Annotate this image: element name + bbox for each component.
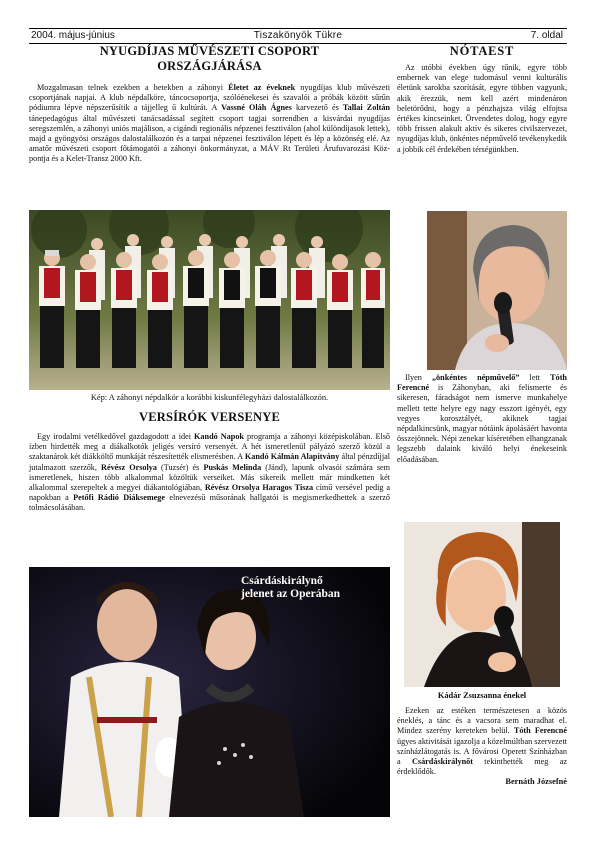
right-column — [397, 44, 567, 155]
article2-paragraph — [29, 432, 390, 514]
person-name: Tóth Ferencné — [397, 373, 567, 393]
text-run: (Tuzsér) és — [156, 462, 204, 472]
text-run: is Záhonyban, aki felismerte és sikeresen, fáradságot nem ismerve munkahelye mellett tette helyre egy nagy esszort igényét, egy vegyes korosztályét, akiknek tagjai népdalkincsünk, magyar nótáink ápolásáért havonta összejönnek. Népi zenekar kíséretében elhangzanak legszebb dalaink kiváló helyi énekeseink előadásában. — [397, 383, 567, 464]
text-run: (Jánd), lapunk olvasói számára sem ismeretlenek, hiszen több alkalommal közöltük verseiket. Más sikereik mellett már mindketten két alkalommal szerepeltek a megyei diákantológiában, — [29, 462, 391, 493]
article1-title-line1: NYUGDÍJAS MŰVÉSZETI CSOPORT — [99, 44, 320, 58]
article1-body — [29, 83, 390, 165]
text-run: programja a záhonyi középiskolában. Első ízben hirdették meg a diákalkotók jeligés versíró versenyét. A hét ismeretlenül pályázó szerző közül a szaktanárok két diákköltő munkáját részesítették elismerésben. A — [29, 432, 391, 462]
person-name: Tallai Zoltán — [342, 103, 390, 113]
text-run: Egy irodalmi vetélkedővel gazdagodott a idei — [37, 432, 195, 441]
person-name: Vassné Oláh Ágnes — [221, 103, 292, 113]
article1-title-line2: ORSZÁGJÁRÁSA — [157, 59, 262, 73]
article3-body2 — [397, 373, 567, 465]
singer-photo-2-caption: Kádár Zsuzsanna énekel — [437, 691, 527, 700]
text-run: nyugdíjas klub művészeti csoportjának napjai. A klub népdalköre, táncocsoportja, szólóénekesei és szavalói a próbák között sűrűn pódiumra lépve népszerűsítik a tájjelleg ű kultúrát. A — [29, 83, 390, 113]
person-name: Révész Orsolya — [101, 462, 157, 472]
choir-photo-caption: Kép: A záhonyi népdalkör a korábbi kiskunfélegyházi dalostalálkozón. — [90, 393, 329, 402]
singer-photo-1-graphic — [427, 211, 567, 370]
singer-photo-2 — [404, 522, 560, 687]
singer-photo-2-graphic — [404, 522, 560, 687]
text-run: ügyes aktivitását igazolja a közelmúltban szervezett színházlátogatás is. A fővárosi Operett Színházban a — [397, 736, 567, 767]
article3-signature: Bernáth Józsefné — [505, 777, 567, 787]
text-run: által pénzdíjjal jutalmazott szerzők, — [29, 452, 391, 472]
singer-photo-1 — [427, 211, 567, 370]
article1-title — [29, 44, 390, 74]
page-header — [29, 28, 567, 44]
operetta-title: Csárdáskirálynőt — [411, 757, 473, 767]
foundation-name: Kandó Kálmán Alapítvány — [244, 452, 340, 462]
radio-show: Petőfi Rádió Diáksemege — [73, 493, 166, 503]
text-run: Ilyen — [405, 373, 432, 382]
text-run: elnevezésű műsorának hallgatói is megismerkedhettek a szerző tolmácsolásában. — [29, 493, 390, 513]
text-run: karvezető és — [291, 103, 343, 113]
choir-photo-graphic — [29, 210, 390, 390]
text-run: lett — [519, 373, 551, 382]
text-run: című versével pedig a napokban a — [29, 483, 390, 503]
article2-body — [29, 432, 390, 514]
article3-body3 — [397, 706, 567, 788]
opera-photo-graphic — [29, 567, 390, 817]
article3-paragraph3 — [397, 706, 567, 777]
opera-caption-line2: jelenet az Operában — [241, 588, 341, 600]
opera-photo — [29, 567, 390, 817]
choir-photo — [29, 210, 390, 390]
issue-date: 2004. május-június — [31, 30, 115, 41]
text-run: Mozgalmasan telnek ezekben a hetekben a záhonyi — [37, 83, 229, 92]
left-column — [29, 44, 390, 165]
person-name: Puskás Melinda — [203, 462, 262, 472]
opera-photo-caption — [241, 575, 340, 601]
opera-caption-line1: Csárdáskirálynő — [241, 575, 323, 587]
article2-title: VERSÍRÓK VERSENYE — [138, 410, 281, 424]
poem-title: Révész Orsolya Haragos Tisza — [204, 483, 314, 493]
article3-paragraph1: Az utóbbi években úgy tűnik, egyre több embernek van elege tudomásul venni kulturális életünk sarokba szorítását, egyre többen vagyunk, akik érezzük, nem kell azért mindenáron beletörődni, hogy a pénzhajsza világ elfojtsa értékes kincseinket. Örvendetes dolog, hogy egyre több frissen alakult aktív és sikeres civilszervezet, nyugdíjas klub, önkéntes népművelő tevékenykedik a jobbik cél érdekében térségünkben. — [397, 63, 567, 154]
article3-intro — [397, 63, 567, 155]
event-name: Kandó Napok — [194, 432, 244, 441]
article3-title: NÓTAEST — [449, 44, 515, 58]
publication-title: Tiszakönyök Tükre — [253, 30, 343, 41]
person-name: Tóth Ferencné — [513, 726, 567, 736]
text-run: tekinthették meg az érdeklődők. — [397, 757, 567, 777]
text-run: Ezeken az estéken természetesen a közös éneklés, a tánc és a vacsora sem maradhat el. Mindez szerény kereteken belül. — [397, 706, 567, 736]
article2 — [29, 410, 390, 514]
article3-paragraph2 — [397, 373, 567, 465]
highlight-phrase: „önkéntes népművelő” — [431, 373, 520, 382]
club-name: Életet az éveknek — [228, 83, 296, 92]
article1-paragraph — [29, 83, 390, 165]
text-run: tánepedagógus által művészeti tanácsadással segített csoport tagjai sorrendben a kisvárdai nyugdíjas seregszemlén, a záhonyi uniós majálison, a cigándi regionális népzenei fesztiválon (ahol különdíjasok lettek), majd a gyöngyösi országos dalostalálkozón és a tarpai népzenei fesztiválon lépett és lép a közönség elé. Az amatőr művészeti csoport főtámogatói a záhonyi önkormányzat, a MÁV Rt Területi Árufuvarozási Köz-pontja és a Kelet-Transz 2000 Kft. — [29, 113, 390, 164]
page-number: 7. oldal — [530, 30, 563, 41]
